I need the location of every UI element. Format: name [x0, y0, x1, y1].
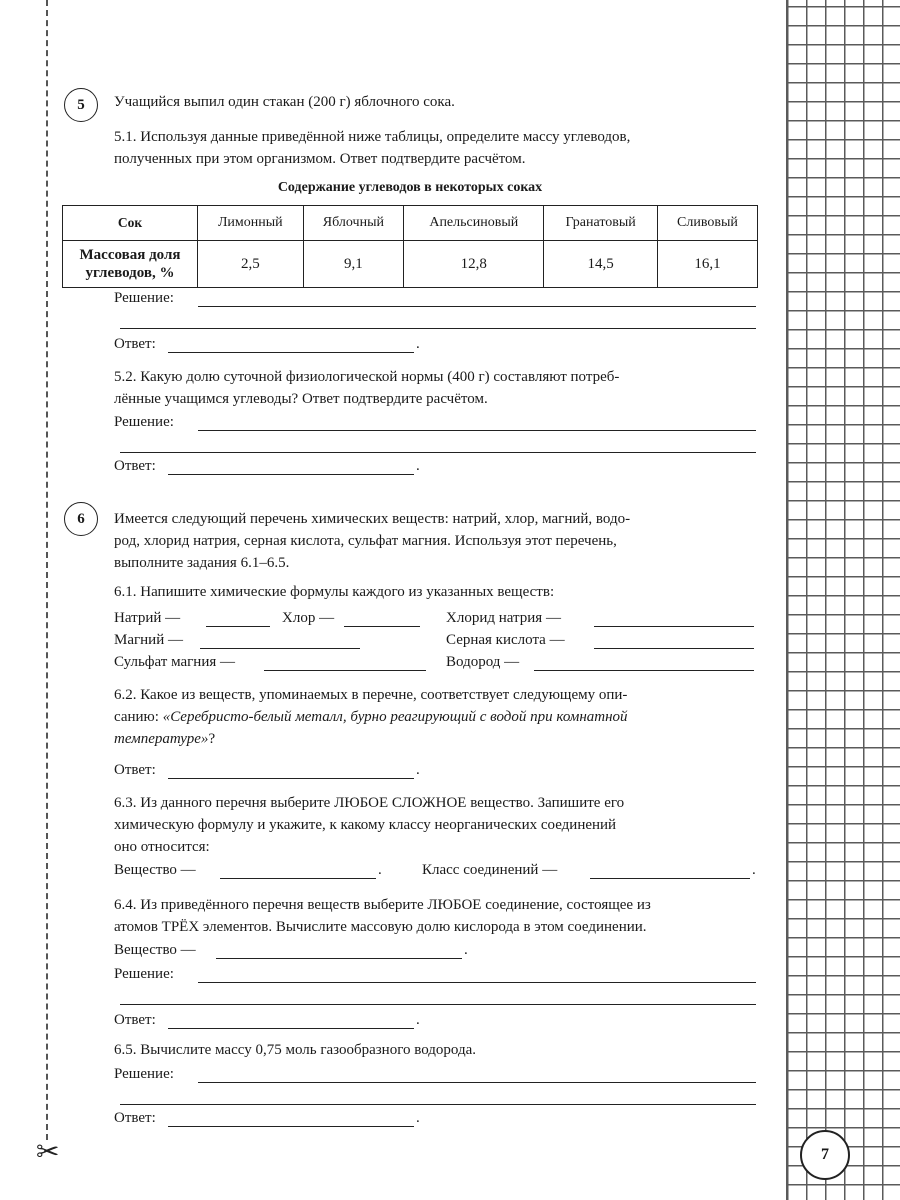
- task6-3-substance-label: Вещество —: [114, 862, 196, 878]
- task6-q2-quote-end: температуре»: [114, 731, 209, 747]
- task6-2-answer-label: Ответ:: [114, 762, 156, 778]
- task5-2-answer-label: Ответ:: [114, 458, 156, 474]
- task5-2-solution-label: Решение:: [114, 414, 174, 430]
- table-values-row: [63, 241, 758, 288]
- task6-3-class-label: Класс соединений —: [422, 862, 558, 878]
- task5-2-solution-line-2[interactable]: [120, 452, 756, 453]
- task5-q1-line1: 5.1. Используя данные приведённой ниже таблицы, определите массу углеводов,: [114, 129, 631, 145]
- task5-q2: [114, 366, 758, 410]
- task6-q2: [114, 684, 758, 750]
- task5-1-answer-label: Ответ:: [114, 336, 156, 352]
- value-apple: 9,1: [303, 241, 404, 288]
- task6-2-answer-line[interactable]: [168, 778, 414, 779]
- task5-1-solution-line-2[interactable]: [120, 328, 756, 329]
- task5-q2-line2: лённые учащимся углеводы? Ответ подтвердите расчётом.: [114, 391, 488, 407]
- label-hydrogen: Водород —: [446, 654, 520, 670]
- label-magnesium: Магний —: [114, 632, 183, 648]
- task-number-5: 5: [64, 88, 98, 122]
- task5-1-answer-line[interactable]: [168, 352, 414, 353]
- task6-q3: [114, 792, 758, 858]
- label-chlorine: Хлор —: [282, 610, 335, 626]
- period: .: [416, 762, 420, 778]
- juice-lemon: Лимонный: [198, 206, 304, 241]
- task6-3-class-field[interactable]: [590, 878, 750, 879]
- task6-intro-line2: род, хлорид натрия, серная кислота, сульфат магния. Используя этот перечень,: [114, 533, 617, 549]
- juice-apple: Яблочный: [303, 206, 404, 241]
- period: .: [416, 1110, 420, 1126]
- period: .: [464, 942, 468, 958]
- period: .: [416, 1012, 420, 1028]
- cut-line: [46, 0, 48, 1140]
- task6-5-answer-label: Ответ:: [114, 1110, 156, 1126]
- col-label: Сок: [63, 206, 198, 241]
- task6-4-substance-label: Вещество —: [114, 942, 196, 958]
- field-magnesium-sulfate[interactable]: [264, 670, 426, 671]
- carbohydrate-table: [62, 205, 758, 288]
- value-lemon: 2,5: [198, 241, 304, 288]
- task5-2-answer-line[interactable]: [168, 474, 414, 475]
- grid-margin: [786, 0, 900, 1200]
- field-sodium[interactable]: [206, 626, 270, 627]
- task6-4-answer-line[interactable]: [168, 1028, 414, 1029]
- juice-plum: Сливовый: [657, 206, 757, 241]
- period: .: [416, 336, 420, 352]
- task6-4-answer-label: Ответ:: [114, 1012, 156, 1028]
- task6-q2-qmark: ?: [208, 731, 216, 747]
- task6-q1: 6.1. Напишите химические формулы каждого из указанных веществ:: [114, 584, 555, 600]
- task6-q3-line2: химическую формулу и укажите, к какому классу неорганических соединений: [114, 817, 617, 833]
- task-number-6: 6: [64, 502, 98, 536]
- task5-intro: Учащийся выпил один стакан (200 г) яблочного сока.: [114, 94, 455, 110]
- table-caption: Содержание углеводов в некоторых соках: [277, 180, 543, 195]
- label-sodium: Натрий —: [114, 610, 181, 626]
- task6-q4: [114, 894, 758, 938]
- period: .: [416, 458, 420, 474]
- task6-intro-line3: выполните задания 6.1–6.5.: [114, 555, 290, 571]
- task6-q4-line2: атомов ТРЁХ элементов. Вычислите массовую долю кислорода в этом соединении.: [114, 919, 647, 935]
- task5-2-solution-line-1[interactable]: [198, 430, 756, 431]
- task6-5-solution-line-1[interactable]: [198, 1082, 756, 1083]
- scissors-icon: ✂: [36, 1135, 60, 1168]
- task6-q3-line3: оно относится:: [114, 839, 210, 855]
- task6-q2-line2: [114, 706, 758, 728]
- table-header-row: [63, 206, 758, 241]
- row-label-line2: углеводов, %: [85, 265, 175, 281]
- juice-pomegranate: Гранатовый: [544, 206, 657, 241]
- task6-q5: 6.5. Вычислите массу 0,75 моль газообразного водорода.: [114, 1042, 477, 1058]
- task6-4-solution-line-2[interactable]: [120, 1004, 756, 1005]
- page-number: 7: [800, 1130, 850, 1180]
- task6-intro: [114, 508, 758, 574]
- task6-q4-line1: 6.4. Из приведённого перечня веществ выберите ЛЮБОЕ соединение, состоящее из: [114, 897, 651, 913]
- value-pomegranate: 14,5: [544, 241, 657, 288]
- task6-4-solution-label: Решение:: [114, 966, 174, 982]
- task6-q2-line3: [114, 728, 758, 750]
- label-sodium-chloride: Хлорид натрия —: [446, 610, 561, 626]
- task6-3-substance-field[interactable]: [220, 878, 376, 879]
- task5-q1: [114, 126, 758, 170]
- task6-5-solution-line-2[interactable]: [120, 1104, 756, 1105]
- task6-5-solution-label: Решение:: [114, 1066, 174, 1082]
- period: .: [752, 862, 756, 878]
- field-sodium-chloride[interactable]: [594, 626, 754, 627]
- field-magnesium[interactable]: [200, 648, 360, 649]
- field-hydrogen[interactable]: [534, 670, 754, 671]
- task5-q2-line1: 5.2. Какую долю суточной физиологической нормы (400 г) составляют потреб-: [114, 369, 620, 385]
- label-magnesium-sulfate: Сульфат магния —: [114, 654, 235, 670]
- task6-4-substance-field[interactable]: [216, 958, 462, 959]
- value-orange: 12,8: [404, 241, 544, 288]
- task6-q2-line1: 6.2. Какое из веществ, упоминаемых в перечне, соответствует следующему опи-: [114, 687, 628, 703]
- task6-5-answer-line[interactable]: [168, 1126, 414, 1127]
- value-plum: 16,1: [657, 241, 757, 288]
- task5-1-solution-label: Решение:: [114, 290, 174, 306]
- task6-q2-quote: «Серебристо-белый металл, бурно реагирующий с водой при комнатной: [162, 709, 628, 725]
- field-chlorine[interactable]: [344, 626, 420, 627]
- task6-q2-start: санию:: [114, 709, 163, 725]
- task6-4-solution-line-1[interactable]: [198, 982, 756, 983]
- row-label-line1: Массовая доля: [79, 247, 181, 263]
- label-sulfuric-acid: Серная кислота —: [446, 632, 565, 648]
- juice-orange: Апельсиновый: [404, 206, 544, 241]
- row-label: [63, 241, 198, 288]
- task6-q3-line1: 6.3. Из данного перечня выберите ЛЮБОЕ СЛОЖНОЕ вещество. Запишите его: [114, 795, 625, 811]
- task5-1-solution-line-1[interactable]: [198, 306, 756, 307]
- period: .: [378, 862, 382, 878]
- task6-intro-line1: Имеется следующий перечень химических веществ: натрий, хлор, магний, водо-: [114, 511, 631, 527]
- task5-q1-line2: полученных при этом организмом. Ответ подтвердите расчётом.: [114, 151, 526, 167]
- field-sulfuric-acid[interactable]: [594, 648, 754, 649]
